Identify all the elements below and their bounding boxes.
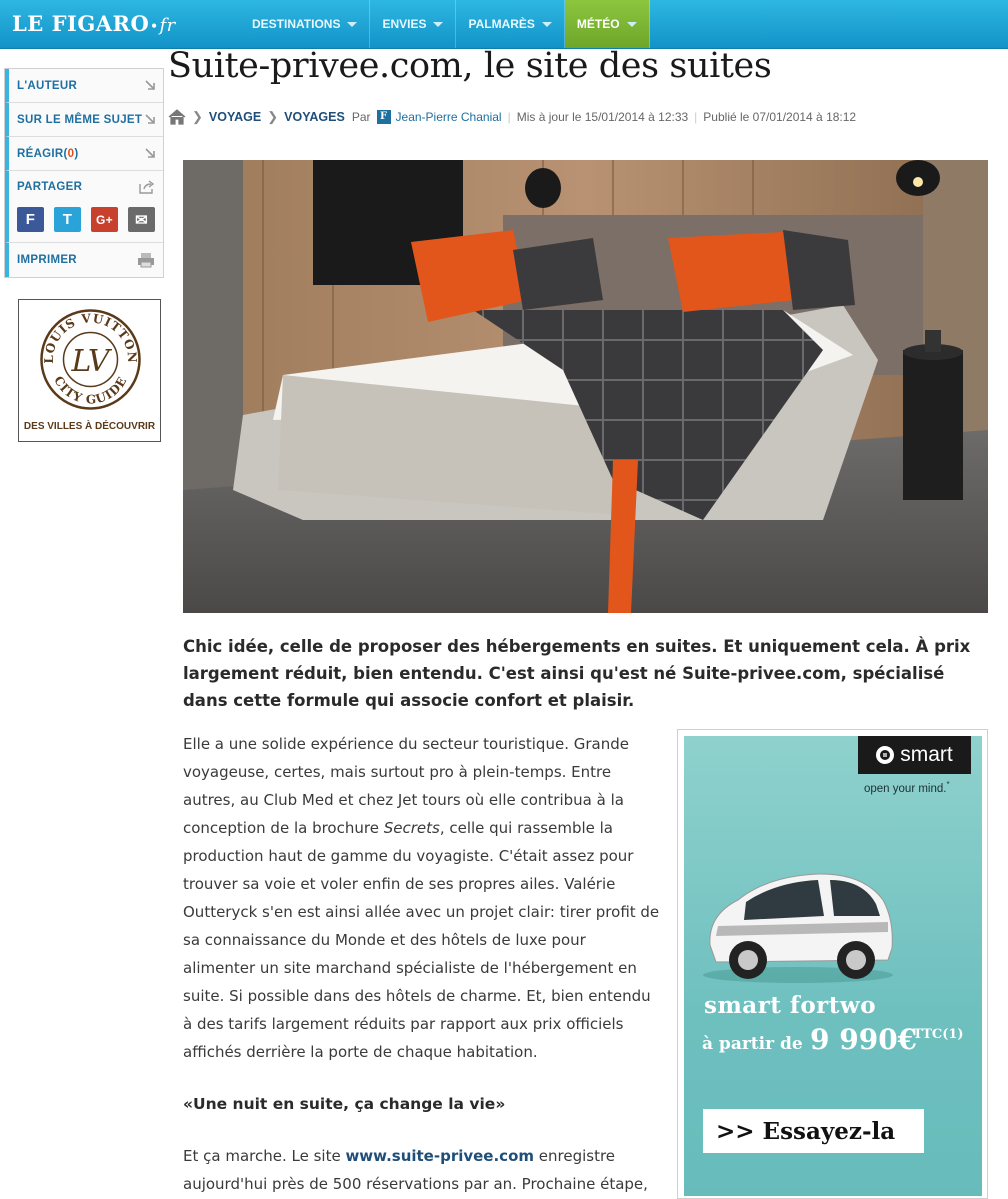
nav-meteo[interactable] (565, 0, 650, 48)
figaro-author-icon: F (377, 110, 391, 124)
updated-date: Mis à jour le 15/01/2014 à 12:33 (516, 110, 689, 124)
paragraph-text: , celle qui rassemble la production haut de gamme du voyagiste. C'était assez pour trouver sa voie et voler enfin de ses propres ailes. Valérie Outteryck s'en est ainsi allée avec un projet clair: tirer profit de sa connaissance du Monde et des hôtels de luxe pour alimenter un site marchand spécialiste de l'hébergement en suite. Si possible dans des hôtels de charme. Et, bien entendu à des tarifs largement réduits par rapport aux prix officiels affichés derrière la porte de chaque habitation. (183, 819, 660, 1061)
arrow-down-right-icon (145, 114, 155, 124)
logo-suffix: fr (159, 15, 176, 36)
breadcrumb-voyage[interactable]: VOYAGE (208, 110, 262, 124)
suite-privee-link[interactable]: www.suite-privee.com (345, 1147, 535, 1165)
reagir-count-open: ( (63, 147, 68, 160)
nav-envies[interactable] (370, 0, 456, 48)
printer-icon (137, 252, 155, 268)
divider: | (694, 110, 698, 124)
smart-price: 9 990€ (810, 1023, 918, 1056)
chevron-down-icon (433, 22, 443, 27)
breadcrumb-voyages[interactable]: VOYAGES (284, 110, 345, 124)
sidebar-item-label: L'AUTEUR (17, 79, 78, 92)
byline-prefix: Par (351, 110, 371, 124)
brochure-name: Secrets (383, 819, 440, 837)
svg-text:LV: LV (71, 344, 110, 379)
sidebar-item-partager (5, 171, 163, 243)
nav-label: PALMARÈS (468, 17, 535, 31)
site-logo[interactable] (12, 10, 176, 38)
chevron-down-icon (347, 22, 357, 27)
sidebar-item-auteur[interactable] (5, 69, 163, 103)
arrow-down-right-icon (145, 148, 155, 158)
smart-logo-icon (876, 746, 894, 764)
nav-label: DESTINATIONS (252, 17, 341, 31)
comment-count: 0 (67, 147, 75, 160)
lv-seal-logo (39, 308, 142, 411)
article-hero-image (183, 160, 988, 613)
article-subheading: «Une nuit en suite, ça change la vie» (183, 1095, 506, 1113)
chevron-down-icon (542, 22, 552, 27)
sidebar-item-imprimer[interactable] (5, 243, 163, 277)
logo-dot: • (150, 18, 159, 33)
smart-fortwo-ad[interactable] (677, 729, 988, 1199)
paragraph-text: enregistre aujourd'hui près de 500 réservations par an. Prochaine étape, (183, 1147, 648, 1193)
smart-tagline (864, 780, 950, 795)
sidebar-item-label: IMPRIMER (17, 254, 77, 266)
nav-label: MÉTÉO (576, 17, 620, 31)
mail-icon[interactable]: ✉ (128, 207, 155, 232)
home-icon[interactable] (168, 109, 186, 125)
google-plus-icon[interactable]: G+ (91, 207, 118, 232)
smart-tagline-mark: * (946, 780, 950, 789)
svg-text:LOUIS VUITTON: LOUIS VUITTON (41, 311, 140, 364)
louis-vuitton-ad[interactable] (18, 299, 161, 442)
article-paragraph-1 (183, 730, 661, 1066)
arrow-down-right-icon (145, 80, 155, 90)
chevron-right-icon: ❯ (267, 109, 279, 124)
author-link[interactable]: Jean-Pierre Chanial (395, 110, 502, 124)
nav-palmares[interactable] (456, 0, 564, 48)
smart-ad-background (684, 736, 982, 1196)
sidebar-item-meme-sujet[interactable] (5, 103, 163, 137)
article-title: Suite-privee.com, le site des suites (168, 46, 772, 86)
published-date: Publié le 07/01/2014 à 18:12 (703, 110, 857, 124)
breadcrumb (168, 107, 998, 127)
smart-tagline-text: open your mind. (864, 782, 947, 795)
article-lead: Chic idée, celle de proposer des hébergements en suites. Et uniquement cela. À prix largement réduit, bien entendu. C'est ainsi qu'est né Suite-privee.com, spécialisé dans cette formule qui associe confort et plaisir. (183, 637, 971, 710)
article-tools-sidebar (4, 68, 164, 278)
nav-destinations[interactable] (240, 0, 370, 48)
logo-text: LE FIGARO (12, 11, 150, 36)
sidebar-item-label: RÉAGIR (17, 147, 64, 160)
smart-price-prefix: à partir de (702, 1034, 803, 1054)
smart-car-image (698, 860, 898, 985)
reagir-count-close: ) (74, 147, 79, 160)
twitter-icon[interactable]: T (54, 207, 81, 232)
chevron-right-icon: ❯ (192, 109, 203, 124)
smart-brand: smart (900, 743, 953, 766)
svg-text:CITY GUIDE: CITY GUIDE (51, 373, 130, 407)
sidebar-item-reagir[interactable] (5, 137, 163, 171)
paragraph-text: Elle a une solide expérience du secteur touristique. Grande voyageuse, certes, mais surtout pro à plein-temps. Entre autres, au Club Med et chez Jet tours où elle contribua à la conception de la brochure (183, 735, 629, 837)
lv-ad-caption: DES VILLES À DÉCOUVRIR (23, 421, 156, 432)
smart-logo (858, 736, 971, 774)
smart-model-name: smart fortwo (704, 992, 877, 1019)
share-buttons (17, 207, 155, 232)
smart-price-suffix: TTC(1) (913, 1027, 964, 1042)
share-icon[interactable] (139, 180, 155, 194)
nav-label: ENVIES (382, 17, 427, 31)
facebook-icon[interactable]: F (17, 207, 44, 232)
smart-try-button[interactable]: >> Essayez-la (703, 1109, 924, 1153)
main-nav (240, 0, 650, 48)
sidebar-item-label: PARTAGER (17, 181, 83, 193)
divider: | (507, 110, 511, 124)
chevron-down-icon (627, 22, 637, 27)
sidebar-item-label: SUR LE MÊME SUJET (17, 113, 143, 126)
paragraph-text: Et ça marche. Le site (183, 1147, 346, 1165)
